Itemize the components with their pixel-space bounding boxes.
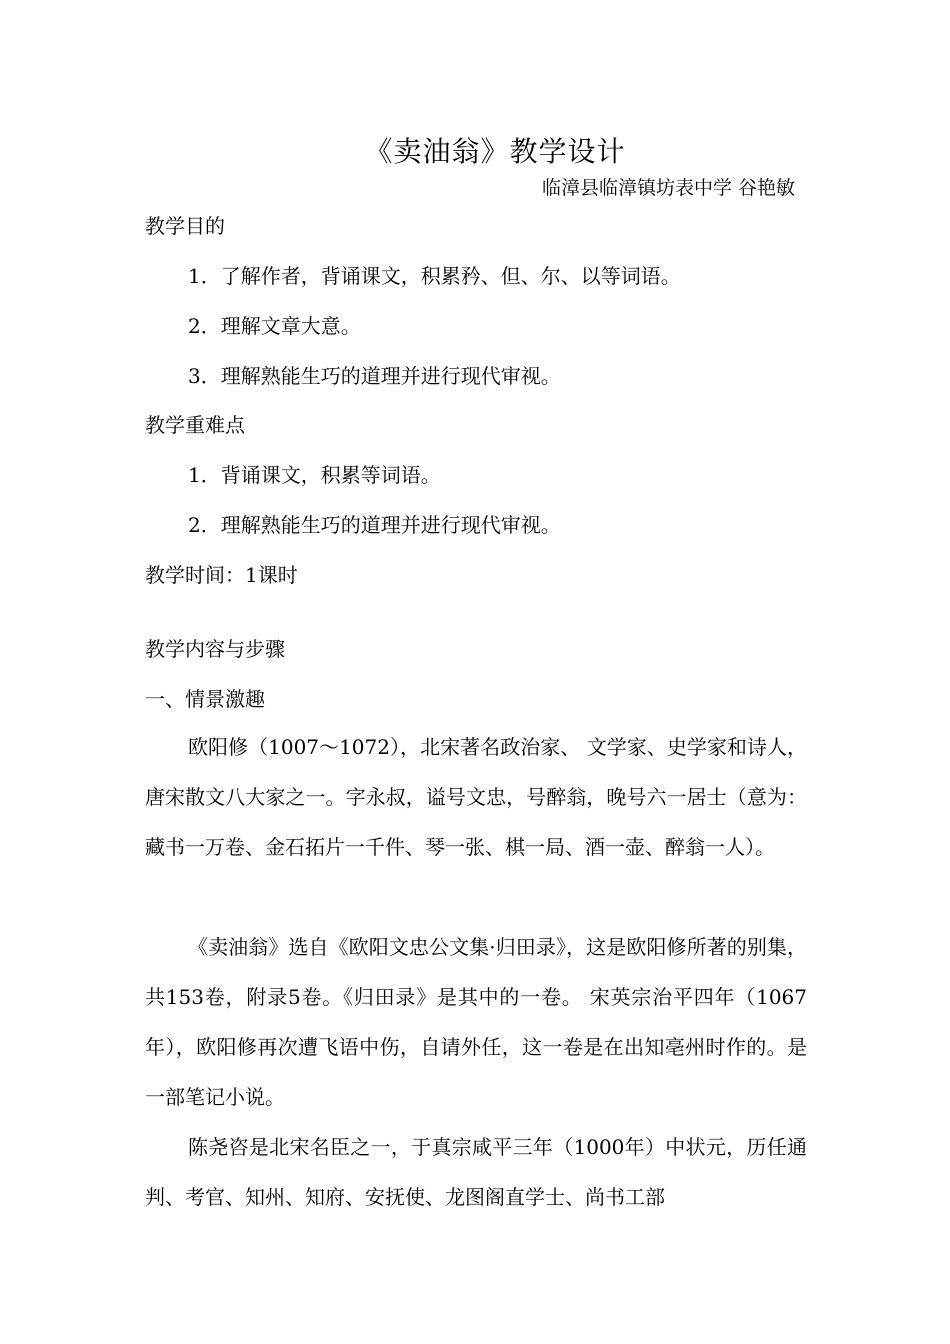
objective-item: 2．理解文章大意。: [188, 314, 361, 338]
body-paragraph: 《卖油翁》选自《欧阳文忠公文集·归田录》，这是欧阳修所著的别集，共153卷，附录5卷。《归田录》是其中的一卷。 宋英宗治平四年（1067年），欧阳修再次遭飞语中伤，自请外任，这一卷是在出知亳州时作的。是一部笔记小说。: [145, 935, 807, 1109]
objective-item: 3．理解熟能生巧的道理并进行现代审视。: [188, 364, 561, 388]
body-paragraph: 欧阳修（1007～1072），北宋著名政治家、 文学家、史学家和诗人，唐宋散文八大家之一。字永叔，谥号文忠，号醉翁，晚号六一居士（意为：藏书一万卷、金石拓片一千件、琴一张、棋一局、酒一壶、醉翁一人）。: [145, 735, 807, 859]
teaching-time: 教学时间：1课时: [145, 563, 298, 587]
content-heading: 教学内容与步骤: [145, 637, 285, 661]
key-points-heading: 教学重难点: [145, 413, 245, 437]
objectives-heading: 教学目的: [145, 214, 225, 238]
section-heading: 一、情景激趣: [145, 687, 265, 711]
objective-item: 1．了解作者，背诵课文，积累矜、但、尔、以等词语。: [188, 264, 681, 288]
document-title: 《卖油翁》教学设计: [364, 135, 626, 168]
key-point-item: 2．理解熟能生巧的道理并进行现代审视。: [188, 513, 561, 537]
key-point-item: 1．背诵课文，积累等词语。: [188, 463, 441, 487]
document-author: 临漳县临漳镇坊表中学 谷艳敏: [541, 177, 795, 199]
body-paragraph: 陈尧咨是北宋名臣之一，于真宗咸平三年（1000年）中状元，历任通判、考官、知州、知府、安抚使、龙图阁直学士、尚书工部: [145, 1135, 807, 1209]
